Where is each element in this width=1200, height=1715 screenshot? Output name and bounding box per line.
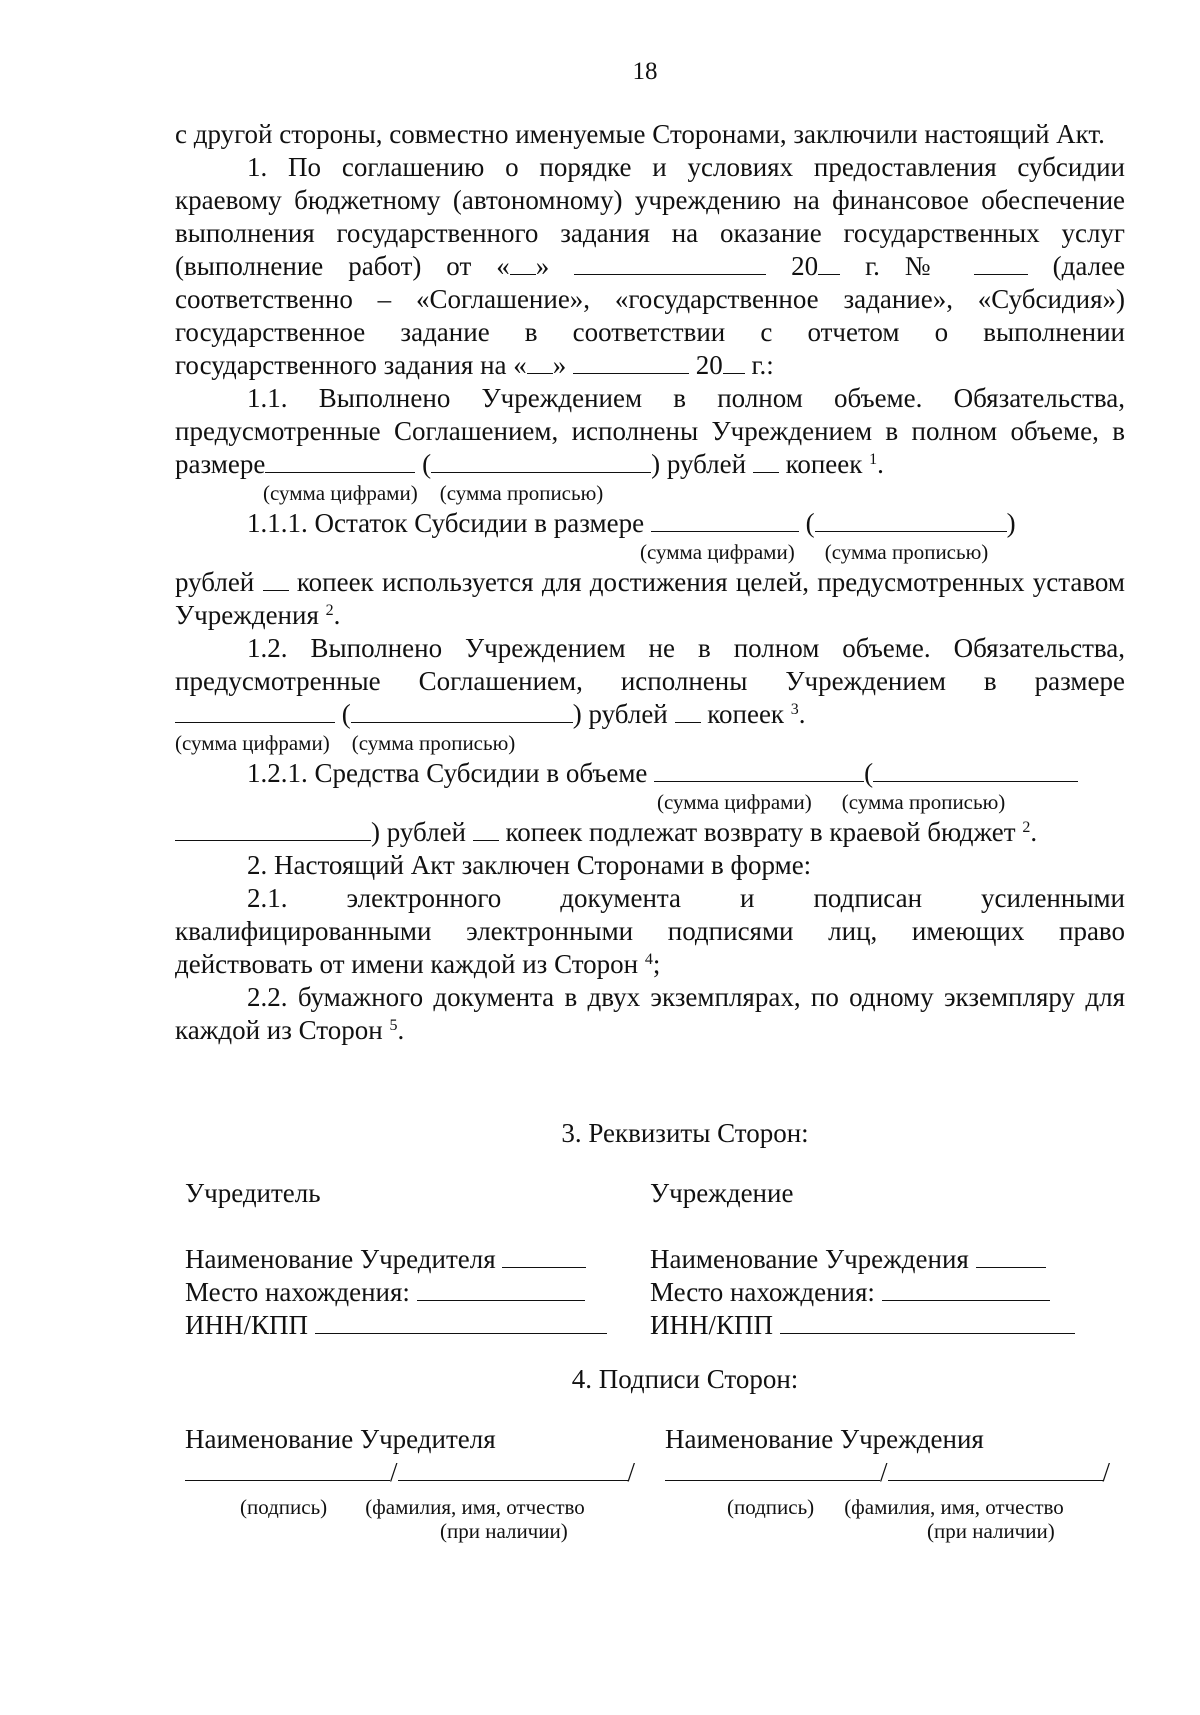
caption-sum-words: (сумма прописью): [841, 790, 1006, 814]
report-year-field[interactable]: [723, 351, 745, 374]
p12-sum-digits-field[interactable]: [175, 700, 335, 723]
founder-inn-row: [185, 1309, 607, 1342]
caption-if-any: (при наличии): [440, 1519, 568, 1543]
section-4-title-block: [175, 1363, 1135, 1396]
p12-end: .: [798, 699, 806, 729]
founder-inn-label: ИНН/КПП: [185, 1310, 309, 1340]
paragraph-2-2: [175, 981, 1125, 1047]
paragraph-1-2-1-cont: [175, 816, 1125, 849]
p121-text-d: копеек подлежат возврату в краевой бюджет: [505, 817, 1016, 847]
institution-signature: [665, 1423, 1110, 1543]
p121-text-a: 1.2.1. Средства Субсидии в объеме: [247, 758, 648, 788]
founder-sign-captions: [185, 1495, 635, 1519]
institution-fio-field[interactable]: [888, 1458, 1103, 1481]
institution-inn-field[interactable]: [780, 1311, 1075, 1334]
p121-rubles: ) рублей: [371, 817, 467, 847]
institution-name-row: [650, 1243, 1075, 1276]
paragraph-1-1: [175, 382, 1125, 481]
caption-signature: (подпись): [727, 1495, 815, 1519]
slash: /: [627, 1457, 636, 1487]
slash: /: [1102, 1457, 1111, 1487]
p21-text: 2.1. электронного документа и подписан усиленными квалифицированными электронными подписями лиц, имеющих право действовать от имени каждой из Сторон: [175, 883, 1125, 979]
p11-rubles: ) рублей: [651, 449, 747, 479]
page-number: 18: [632, 58, 658, 85]
institution-location-label: Место нахождения:: [650, 1277, 875, 1307]
footnote-ref-4: 4: [644, 951, 653, 968]
p11-captions: [175, 481, 1125, 507]
p1-year-suffix: г.: [865, 251, 880, 281]
p12-captions: [175, 731, 1125, 757]
year-field[interactable]: [818, 252, 840, 275]
p121-kopecks-field[interactable]: [473, 818, 499, 841]
p12-paren-open: (: [341, 699, 351, 729]
p1-report-year-suffix: г.:: [751, 350, 774, 380]
institution-location-field[interactable]: [882, 1278, 1050, 1301]
footnote-ref-2: 2: [1022, 819, 1031, 836]
signatures-block: [175, 1423, 1135, 1563]
slash: /: [390, 1457, 398, 1487]
institution-name-label: Наименование Учреждения: [650, 1244, 969, 1274]
agreement-number-field[interactable]: [974, 252, 1028, 275]
p111-end: .: [333, 600, 341, 630]
p111-text-e: копеек используется для достижения целей, предусмотренных уставом Учреждения: [175, 567, 1125, 630]
report-month-field[interactable]: [573, 351, 689, 374]
footnote-ref-2: 2: [325, 602, 334, 619]
footnote-ref-3: 3: [790, 701, 799, 718]
slash: /: [880, 1457, 888, 1487]
founder-location-label: Место нахождения:: [185, 1277, 410, 1307]
paragraph-1-1-1-cont: [175, 566, 1125, 632]
founder-location-field[interactable]: [417, 1278, 585, 1301]
caption-sum-digits: (сумма цифрами): [657, 790, 812, 814]
founder-fio-field[interactable]: [398, 1458, 628, 1481]
p11-sum-digits-field[interactable]: [265, 450, 415, 473]
institution-name-field[interactable]: [976, 1245, 1046, 1268]
p111-kopecks-field[interactable]: [263, 568, 289, 591]
p11-text-a: 1.1. Выполнено Учреждением в полном объеме. Обязательства, предусмотренные Соглашением, исполнены Учреждением в полном объеме, в размере: [175, 383, 1125, 479]
institution-fio-caption-2: [665, 1519, 1110, 1543]
founder-name-row: [185, 1243, 607, 1276]
founder-signature: [185, 1423, 635, 1543]
day-field[interactable]: [510, 252, 536, 275]
p11-sum-words-field[interactable]: [431, 450, 651, 473]
institution-inn-label: ИНН/КПП: [650, 1310, 774, 1340]
requisites-block: [175, 1177, 1135, 1340]
p111-captions: [175, 540, 1125, 566]
p12-kopecks-field[interactable]: [675, 700, 701, 723]
p12-kopecks: копеек: [707, 699, 785, 729]
p121-captions: [175, 790, 1125, 816]
paragraph-2: 2. Настоящий Акт заключен Сторонами в форме:: [247, 850, 812, 880]
caption-signature: (подпись): [240, 1495, 328, 1519]
intro-paragraph: с другой стороны, совместно именуемые Сторонами, заключили настоящий Акт.: [175, 119, 1105, 149]
footnote-ref-1: 1: [869, 451, 878, 468]
founder-inn-field[interactable]: [315, 1311, 607, 1334]
p111-paren-open: (: [805, 508, 815, 538]
paragraph-1-2-1: [175, 757, 1125, 790]
p1-year-prefix: 20: [791, 251, 819, 281]
paragraph-2-1: [175, 882, 1125, 981]
p111-sum-words-field[interactable]: [815, 509, 1007, 532]
p11-kopecks: копеек: [785, 449, 863, 479]
caption-sum-digits: (сумма цифрами): [263, 481, 418, 505]
act-body: [175, 118, 1125, 1047]
founder-sign-name: Наименование Учредителя: [185, 1424, 496, 1454]
caption-fio: (фамилия, имя, отчество: [844, 1495, 1064, 1519]
p12-sum-words-field[interactable]: [351, 700, 573, 723]
p1-text-g: »: [552, 350, 567, 380]
institution-sign-field[interactable]: [665, 1458, 880, 1481]
p1-text-a: 1. По соглашению о порядке и условиях предоставления субсидии краевому бюджетному (автономному) учреждению на финансовое обеспечение выполнения государственного задания на оказание государственных услуг (выполнение работ) от «: [175, 152, 1125, 281]
p111-text-a: 1.1.1. Остаток Субсидии в размере: [247, 508, 645, 538]
institution-inn-row: [650, 1309, 1075, 1342]
caption-sum-words: (сумма прописью): [439, 481, 604, 505]
institution-sign-name: Наименование Учреждения: [665, 1424, 984, 1454]
institution-requisites: [650, 1177, 1075, 1342]
institution-location-row: [650, 1276, 1075, 1309]
p11-kopecks-field[interactable]: [753, 450, 779, 473]
p1-text-f: (далее соответственно – «Соглашение», «государственное задание», «Субсидия») государственное задание в соответствии с отчетом о выполнении государственного задания на «: [175, 251, 1126, 380]
report-day-field[interactable]: [527, 351, 553, 374]
caption-sum-words: (сумма прописью): [824, 540, 989, 564]
caption-sum-words: (сумма прописью): [351, 731, 516, 755]
caption-sum-digits: (сумма цифрами): [640, 540, 795, 564]
paragraph-1: [175, 151, 1125, 382]
p1-number-sign: №: [904, 251, 949, 281]
p121-paren-open: (: [864, 758, 874, 788]
institution-sign-row: [665, 1456, 1110, 1489]
institution-heading: Учреждение: [650, 1178, 794, 1208]
founder-requisites: [185, 1177, 607, 1342]
p11-paren-open: (: [422, 449, 432, 479]
p22-text: 2.2. бумажного документа в двух экземплярах, по одному экземпляру для каждой из Сторон: [175, 982, 1125, 1045]
month-field[interactable]: [574, 252, 766, 275]
founder-name-label: Наименование Учредителя: [185, 1244, 496, 1274]
p111-paren-close: ): [1006, 508, 1016, 538]
founder-location-row: [185, 1276, 607, 1309]
section-3-title-block: [175, 1117, 1135, 1150]
paragraph-1-2: [175, 632, 1125, 731]
p1-report-year-prefix: 20: [695, 350, 723, 380]
institution-sign-captions: [665, 1495, 1110, 1519]
section-3-title: 3. Реквизиты Сторон:: [561, 1118, 809, 1148]
section-4-title: 4. Подписи Сторон:: [571, 1364, 799, 1394]
p12-rubles: ) рублей: [572, 699, 668, 729]
p121-continuation-field[interactable]: [175, 818, 371, 841]
caption-if-any: (при наличии): [927, 1519, 1055, 1543]
p121-sum-words-field[interactable]: [873, 759, 1078, 782]
footnote-ref-5: 5: [389, 1017, 398, 1034]
paragraph-1-1-1: [175, 507, 1125, 540]
p111-sum-digits-field[interactable]: [651, 509, 799, 532]
founder-fio-caption-2: [185, 1519, 635, 1543]
caption-fio: (фамилия, имя, отчество: [365, 1495, 585, 1519]
founder-heading: Учредитель: [185, 1178, 321, 1208]
p22-end: .: [397, 1015, 405, 1045]
p21-end: ;: [652, 949, 661, 979]
founder-sign-row: [185, 1456, 635, 1489]
p12-text-a: 1.2. Выполнено Учреждением не в полном объеме. Обязательства, предусмотренные Соглашением, исполнены Учреждением в размере: [175, 633, 1125, 696]
p111-rubles: рублей: [175, 567, 255, 597]
p121-end: .: [1030, 817, 1038, 847]
founder-name-field[interactable]: [502, 1245, 586, 1268]
founder-sign-field[interactable]: [185, 1458, 390, 1481]
p1-text-b: »: [535, 251, 550, 281]
caption-sum-digits: (сумма цифрами): [175, 731, 330, 755]
p121-sum-digits-field[interactable]: [654, 759, 864, 782]
p11-end: .: [877, 449, 884, 479]
